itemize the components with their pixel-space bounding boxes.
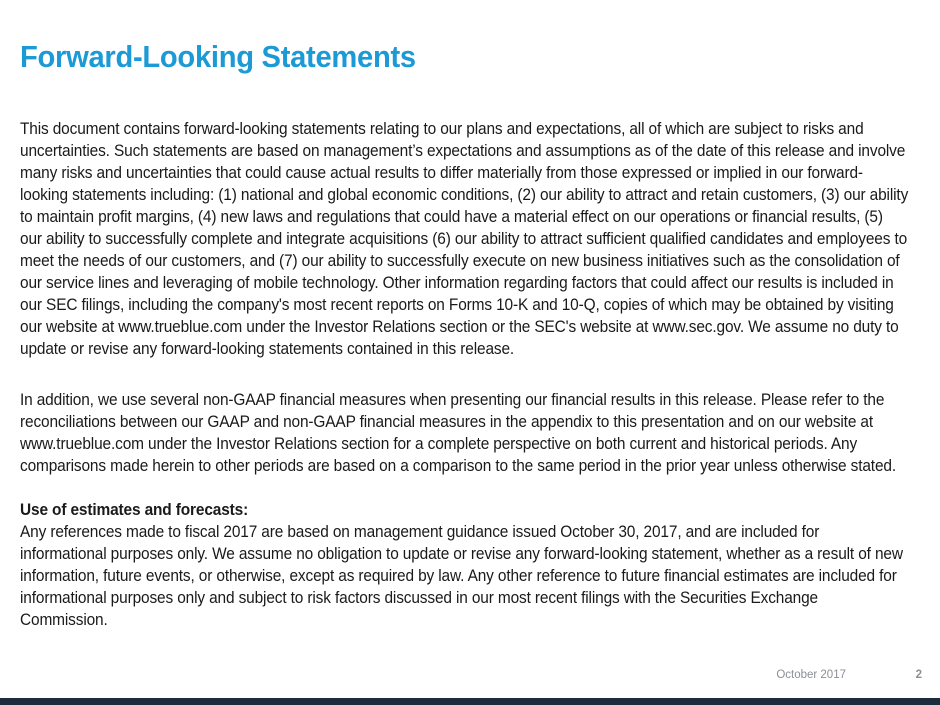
footer-date: October 2017 <box>776 669 846 681</box>
non-gaap-text: In addition, we use several non-GAAP financial measures when presenting our financial results in this release. Please refer to the reconciliations between our GAAP and non-GAAP financial measures in the appendix to this presentation and on our website at www.trueblue.com under the Investor Relations section for a complete perspective on both current and historical periods. Any comparisons made herein to other periods are based on a comparison to the same period in the prior year unless otherwise stated. <box>20 390 897 475</box>
forward-looking-paragraph <box>20 118 908 360</box>
page-number: 2 <box>915 669 922 681</box>
bottom-bar <box>0 698 940 705</box>
forward-looking-text: This document contains forward-looking statements relating to our plans and expectations, all of which are subject to risks and uncertainties. Such statements are based on management’s expectations and assumptions as of the date of this release and involve many risks and uncertainties that could cause actual results to differ materially from those expressed or implied in our forward-looking statements including: (1) national and global economic conditions, (2) our ability to attract and retain customers, (3) our ability to maintain profit margins, (4) new laws and regulations that could have a material effect on our operations or financial results, (5) our ability to successfully complete and integrate acquisitions (6) our ability to attract sufficient qualified candidates and employees to meet the needs of our customers, and (7) our ability to successfully execute on new business initiatives such as the consolidation of our service lines and leveraging of mobile technology. Other information regarding factors that could affect our results is included in our SEC filings, including the company's most recent reports on Forms 10-K and 10-Q, copies of which may be obtained by visiting our website at www.trueblue.com under the Investor Relations section or the SEC's website at www.sec.gov. We assume no duty to update or revise any forward-looking statements contained in this release. <box>20 119 909 358</box>
estimates-text: Any references made to fiscal 2017 are based on management guidance issued October 30, 2017, and are included for informational purposes only. We assume no obligation to update or revise any forward-looking statement, whether as a result of new information, future events, or otherwise, except as required by law. Any other reference to future financial estimates are included for informational purposes only and subject to risk factors discussed in our most recent filings with the Securities Exchange Commission. <box>20 522 903 629</box>
slide-title: Forward-Looking Statements <box>20 39 416 74</box>
non-gaap-paragraph <box>20 389 908 477</box>
estimates-heading: Use of estimates and forecasts: <box>20 500 249 519</box>
estimates-paragraph <box>20 521 908 631</box>
